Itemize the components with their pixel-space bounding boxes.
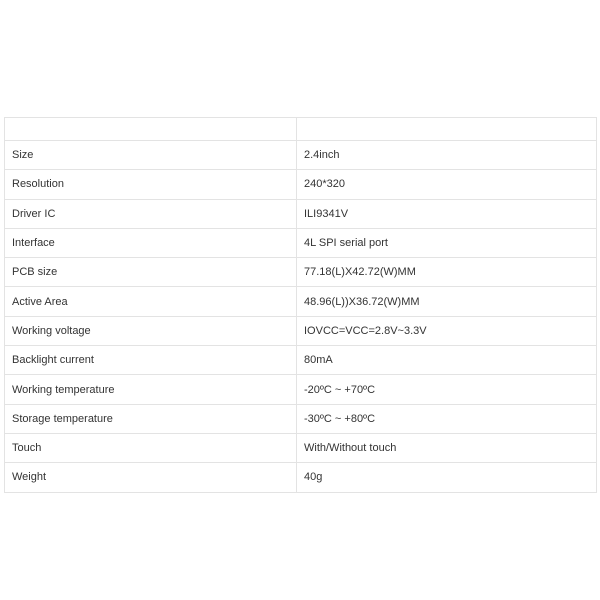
spec-value: 77.18(L)X42.72(W)MM [297, 258, 597, 287]
spec-value: 240*320 [297, 170, 597, 199]
spec-label: Active Area [5, 287, 297, 316]
spec-label: PCB size [5, 258, 297, 287]
table-row [5, 463, 597, 492]
spec-label: Resolution [5, 170, 297, 199]
spec-value: ILI9341V [297, 199, 597, 228]
spec-value: With/Without touch [297, 433, 597, 462]
spec-value: 48.96(L))X36.72(W)MM [297, 287, 597, 316]
spec-value: 4L SPI serial port [297, 228, 597, 257]
table-row [5, 346, 597, 375]
table-row [5, 433, 597, 462]
table-row [5, 287, 597, 316]
table-row [5, 316, 597, 345]
spec-value: 80mA [297, 346, 597, 375]
spec-value: IOVCC=VCC=2.8V~3.3V [297, 316, 597, 345]
table-row [5, 375, 597, 404]
table-row [5, 258, 597, 287]
spec-label: Driver IC [5, 199, 297, 228]
spec-label: Weight [5, 463, 297, 492]
spec-value: -20ºC ~ +70ºC [297, 375, 597, 404]
table-row [5, 228, 597, 257]
table-row [5, 404, 597, 433]
spec-label: Size [5, 141, 297, 170]
table-header-row [5, 118, 597, 141]
spec-table [4, 117, 597, 493]
table-row [5, 141, 597, 170]
spec-label: Storage temperature [5, 404, 297, 433]
spec-label: Interface [5, 228, 297, 257]
spec-label: Working voltage [5, 316, 297, 345]
header-cell [297, 118, 597, 141]
spec-value: -30ºC ~ +80ºC [297, 404, 597, 433]
spec-value: 40g [297, 463, 597, 492]
spec-label: Touch [5, 433, 297, 462]
header-cell [5, 118, 297, 141]
spec-value: 2.4inch [297, 141, 597, 170]
table-row [5, 170, 597, 199]
spec-label: Working temperature [5, 375, 297, 404]
table-row [5, 199, 597, 228]
spec-label: Backlight current [5, 346, 297, 375]
